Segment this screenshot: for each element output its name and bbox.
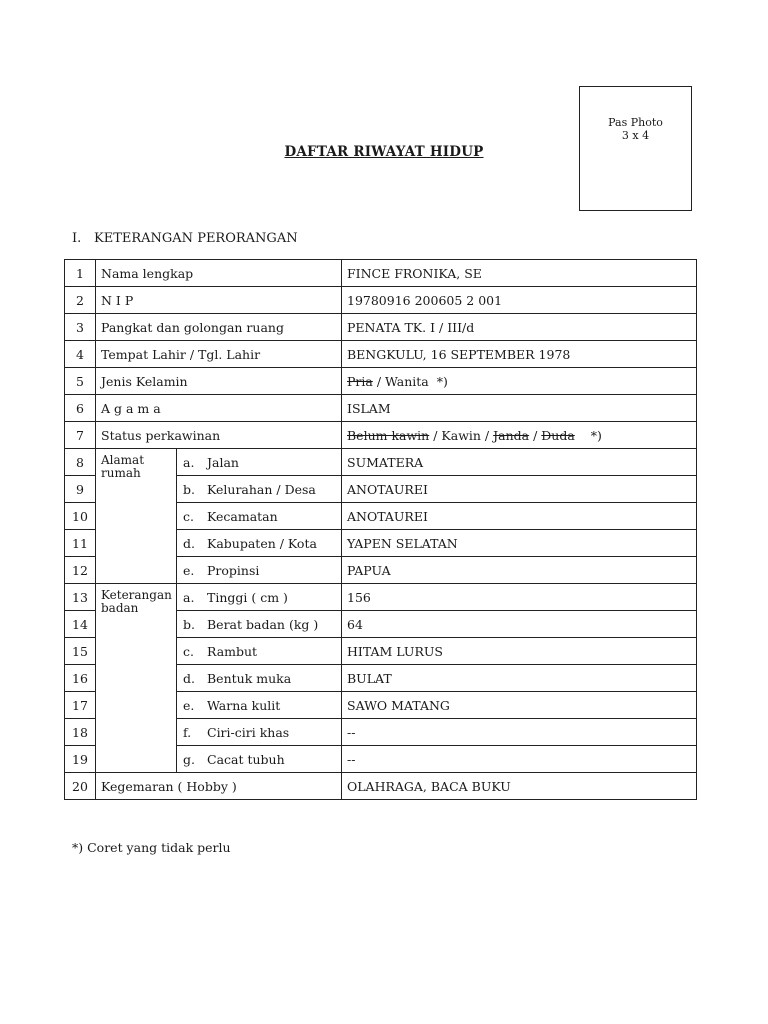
field-value bbox=[342, 422, 697, 449]
field-value: FINCE FRONIKA, SE bbox=[342, 260, 697, 287]
row-number: 14 bbox=[65, 611, 96, 638]
option-struck: Belum kawin bbox=[347, 427, 430, 443]
table-row bbox=[65, 314, 697, 341]
row-number: 18 bbox=[65, 719, 96, 746]
sub-label bbox=[177, 692, 342, 719]
field-label: Nama lengkap bbox=[96, 260, 342, 287]
sub-text: Kelurahan / Desa bbox=[207, 481, 316, 497]
field-value: ANOTAUREI bbox=[342, 476, 697, 503]
field-value: PENATA TK. I / III/d bbox=[342, 314, 697, 341]
field-label: Tempat Lahir / Tgl. Lahir bbox=[96, 341, 342, 368]
separator: / bbox=[529, 427, 542, 443]
option-struck: Duda bbox=[541, 427, 575, 443]
sub-text: Rambut bbox=[207, 643, 258, 659]
row-number: 1 bbox=[65, 260, 96, 287]
group-label-alamat: Alamat rumah bbox=[96, 449, 177, 584]
row-number: 9 bbox=[65, 476, 96, 503]
sub-label bbox=[177, 584, 342, 611]
sub-letter: c. bbox=[183, 643, 194, 659]
personal-info-table bbox=[64, 259, 697, 800]
sub-label bbox=[177, 530, 342, 557]
table-row bbox=[65, 260, 697, 287]
sub-label bbox=[177, 638, 342, 665]
field-label: Jenis Kelamin bbox=[96, 368, 342, 395]
sub-letter: g. bbox=[183, 751, 195, 767]
sub-letter: c. bbox=[183, 508, 194, 524]
field-value: SUMATERA bbox=[342, 449, 697, 476]
row-number: 11 bbox=[65, 530, 96, 557]
section-number: I. bbox=[72, 231, 82, 246]
table-row bbox=[65, 584, 697, 611]
field-value: -- bbox=[342, 746, 697, 773]
photo-size: 3 x 4 bbox=[621, 129, 650, 142]
photo-label: Pas Photo bbox=[608, 116, 663, 129]
field-value: YAPEN SELATAN bbox=[342, 530, 697, 557]
sub-letter: a. bbox=[183, 589, 195, 605]
sub-label bbox=[177, 611, 342, 638]
table-row bbox=[65, 341, 697, 368]
field-value: 19780916 200605 2 001 bbox=[342, 287, 697, 314]
table-row bbox=[65, 422, 697, 449]
row-number: 12 bbox=[65, 557, 96, 584]
field-value: PAPUA bbox=[342, 557, 697, 584]
row-number: 6 bbox=[65, 395, 96, 422]
field-value: ANOTAUREI bbox=[342, 503, 697, 530]
field-value: 64 bbox=[342, 611, 697, 638]
option-struck: Janda bbox=[493, 427, 530, 443]
sub-letter: a. bbox=[183, 454, 195, 470]
field-value: HITAM LURUS bbox=[342, 638, 697, 665]
sub-text: Berat badan (kg ) bbox=[207, 616, 319, 632]
row-number: 17 bbox=[65, 692, 96, 719]
sub-letter: d. bbox=[183, 535, 195, 551]
sub-letter: e. bbox=[183, 697, 195, 713]
row-number: 13 bbox=[65, 584, 96, 611]
sub-letter: d. bbox=[183, 670, 195, 686]
option-selected: Wanita bbox=[385, 373, 429, 389]
sub-label bbox=[177, 557, 342, 584]
sub-label bbox=[177, 746, 342, 773]
table-row bbox=[65, 395, 697, 422]
field-value: -- bbox=[342, 719, 697, 746]
field-label: Kegemaran ( Hobby ) bbox=[96, 773, 342, 800]
sub-text: Propinsi bbox=[207, 562, 260, 578]
table-row bbox=[65, 368, 697, 395]
option-selected: Kawin bbox=[441, 427, 481, 443]
table-row bbox=[65, 287, 697, 314]
sub-label bbox=[177, 719, 342, 746]
footnote-mark: *) bbox=[590, 427, 602, 443]
sub-text: Cacat tubuh bbox=[207, 751, 285, 767]
row-number: 8 bbox=[65, 449, 96, 476]
sub-letter: b. bbox=[183, 616, 195, 632]
row-number: 19 bbox=[65, 746, 96, 773]
sub-label bbox=[177, 476, 342, 503]
separator: / bbox=[429, 427, 442, 443]
field-value: SAWO MATANG bbox=[342, 692, 697, 719]
row-number: 5 bbox=[65, 368, 96, 395]
field-value bbox=[342, 368, 697, 395]
sub-text: Tinggi ( cm ) bbox=[207, 589, 288, 605]
field-value: BENGKULU, 16 SEPTEMBER 1978 bbox=[342, 341, 697, 368]
field-label: Status perkawinan bbox=[96, 422, 342, 449]
field-value: 156 bbox=[342, 584, 697, 611]
row-number: 16 bbox=[65, 665, 96, 692]
separator: / bbox=[372, 373, 386, 389]
table-row bbox=[65, 773, 697, 800]
row-number: 2 bbox=[65, 287, 96, 314]
field-label: N I P bbox=[96, 287, 342, 314]
sub-text: Jalan bbox=[207, 454, 239, 470]
row-number: 15 bbox=[65, 638, 96, 665]
sub-text: Bentuk muka bbox=[207, 670, 292, 686]
sub-text: Ciri-ciri khas bbox=[207, 724, 290, 740]
field-label: Pangkat dan golongan ruang bbox=[96, 314, 342, 341]
sub-text: Kecamatan bbox=[207, 508, 278, 524]
sub-text: Kabupaten / Kota bbox=[207, 535, 317, 551]
field-value: BULAT bbox=[342, 665, 697, 692]
table-row bbox=[65, 449, 697, 476]
sub-letter: b. bbox=[183, 481, 195, 497]
group-label-badan: Keterangan badan bbox=[96, 584, 177, 773]
sub-letter: e. bbox=[183, 562, 195, 578]
sub-letter: f. bbox=[183, 724, 192, 740]
field-label: A g a m a bbox=[96, 395, 342, 422]
footnote: *) Coret yang tidak perlu bbox=[72, 840, 231, 855]
row-number: 20 bbox=[65, 773, 96, 800]
separator: / bbox=[480, 427, 494, 443]
section-heading bbox=[72, 231, 298, 246]
section-label: KETERANGAN PERORANGAN bbox=[94, 231, 298, 246]
sub-label bbox=[177, 665, 342, 692]
document-title: DAFTAR RIWAYAT HIDUP bbox=[284, 144, 484, 160]
row-number: 10 bbox=[65, 503, 96, 530]
footnote-mark: *) bbox=[436, 373, 448, 389]
sub-label bbox=[177, 503, 342, 530]
row-number: 3 bbox=[65, 314, 96, 341]
sub-label bbox=[177, 449, 342, 476]
row-number: 4 bbox=[65, 341, 96, 368]
sub-text: Warna kulit bbox=[207, 697, 281, 713]
row-number: 7 bbox=[65, 422, 96, 449]
field-value: OLAHRAGA, BACA BUKU bbox=[342, 773, 697, 800]
option-struck: Pria bbox=[347, 373, 373, 389]
field-value: ISLAM bbox=[342, 395, 697, 422]
